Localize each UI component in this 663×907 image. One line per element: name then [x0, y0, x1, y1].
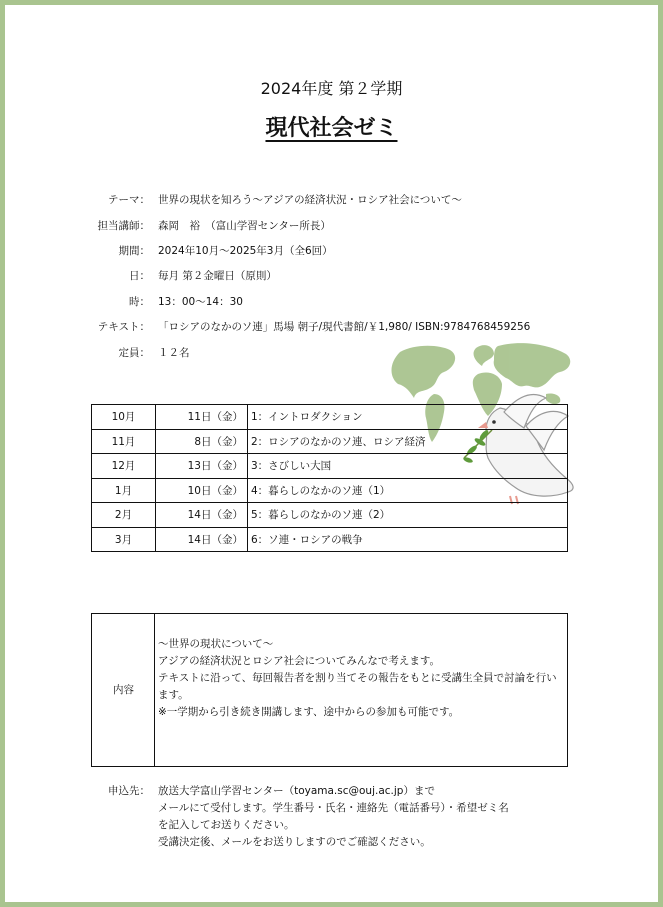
- apply-line: 放送大学富山学習センター（toyama.sc@ouj.ac.jp）まで: [158, 785, 435, 797]
- info-row-time: [0, 294, 663, 310]
- content-label: 内容: [113, 684, 134, 696]
- page-title: [0, 111, 663, 142]
- content-line: ～世界の現状について～: [158, 638, 274, 650]
- info-value: 森岡 裕 （富山学習センター所長）: [158, 220, 331, 232]
- content-box: [91, 613, 568, 767]
- schedule-month: 3月: [92, 527, 156, 552]
- info-label: 時：: [129, 296, 150, 308]
- apply-line: を記入してお送りください。: [158, 819, 295, 831]
- schedule-topic: 4：暮らしのなかのソ連（1）: [248, 478, 568, 503]
- table-row: [92, 429, 568, 454]
- schedule-month: 1月: [92, 478, 156, 503]
- info-row-period: [0, 243, 663, 259]
- info-value: 2024年10月～2025年3月（全6回）: [158, 245, 333, 257]
- apply-line: 受講決定後、メールをお送りしますのでご確認ください。: [158, 836, 431, 848]
- info-row-textbook: [0, 319, 663, 335]
- schedule-month: 10月: [92, 405, 156, 430]
- info-label: テキスト：: [97, 321, 150, 333]
- table-row: [92, 478, 568, 503]
- page-title-text: 現代社会ゼミ: [265, 116, 398, 141]
- schedule-table: [91, 404, 568, 552]
- apply-line: メールにて受付します。学生番号・氏名・連絡先（電話番号）・希望ゼミ名: [158, 802, 509, 814]
- table-row: [92, 503, 568, 528]
- content-description: [158, 636, 563, 721]
- info-label: 期間：: [118, 245, 150, 257]
- schedule-topic: 5：暮らしのなかのソ連（2）: [248, 503, 568, 528]
- info-row-day: [0, 268, 663, 284]
- info-label: 定員：: [118, 347, 150, 359]
- apply-description: [158, 783, 509, 851]
- info-label: 担当講師：: [97, 220, 150, 232]
- info-label: 日：: [129, 270, 150, 282]
- info-label: テーマ：: [108, 194, 150, 206]
- schedule-month: 2月: [92, 503, 156, 528]
- schedule-topic: 2：ロシアのなかのソ連、ロシア経済: [248, 429, 568, 454]
- content-line: ※一学期から引き続き開講します、途中からの参加も可能です。: [158, 706, 460, 718]
- year-term-heading: 2024年度 第２学期: [260, 79, 403, 98]
- table-row: [92, 405, 568, 430]
- schedule-topic: 1：イントロダクション: [248, 405, 568, 430]
- schedule-date: 8日（金）: [156, 429, 248, 454]
- content-line: テキストに沿って、毎回報告者を割り当てその報告をもとに受講生全員で討論を行います。: [158, 672, 557, 701]
- schedule-topic: 6：ソ連・ロシアの戦争: [248, 527, 568, 552]
- schedule-date: 11日（金）: [156, 405, 248, 430]
- schedule-month: 11月: [92, 429, 156, 454]
- schedule-date: 14日（金）: [156, 503, 248, 528]
- schedule-date: 10日（金）: [156, 478, 248, 503]
- info-value: 13：00～14：30: [158, 296, 243, 308]
- info-row-lecturer: [0, 218, 663, 234]
- schedule-topic: 3：さびしい大国: [248, 454, 568, 479]
- schedule-month: 12月: [92, 454, 156, 479]
- content-line: アジアの経済状況とロシア社会についてみんなで考えます。: [158, 655, 441, 667]
- info-value: １２名: [158, 347, 190, 359]
- info-value: 世界の現状を知ろう～アジアの経済状況・ロシア社会について～: [158, 194, 462, 206]
- schedule-date: 13日（金）: [156, 454, 248, 479]
- table-row: [92, 527, 568, 552]
- info-value: 「ロシアのなかのソ連」馬場 朝子/現代書館/￥1,980/ ISBN:9784768459256: [158, 321, 531, 333]
- info-row-theme: [0, 192, 663, 208]
- table-row: [92, 454, 568, 479]
- apply-label: 申込先：: [108, 785, 150, 797]
- content-label-cell: [92, 614, 155, 766]
- schedule-date: 14日（金）: [156, 527, 248, 552]
- info-value: 毎月 第２金曜日（原則）: [158, 270, 277, 282]
